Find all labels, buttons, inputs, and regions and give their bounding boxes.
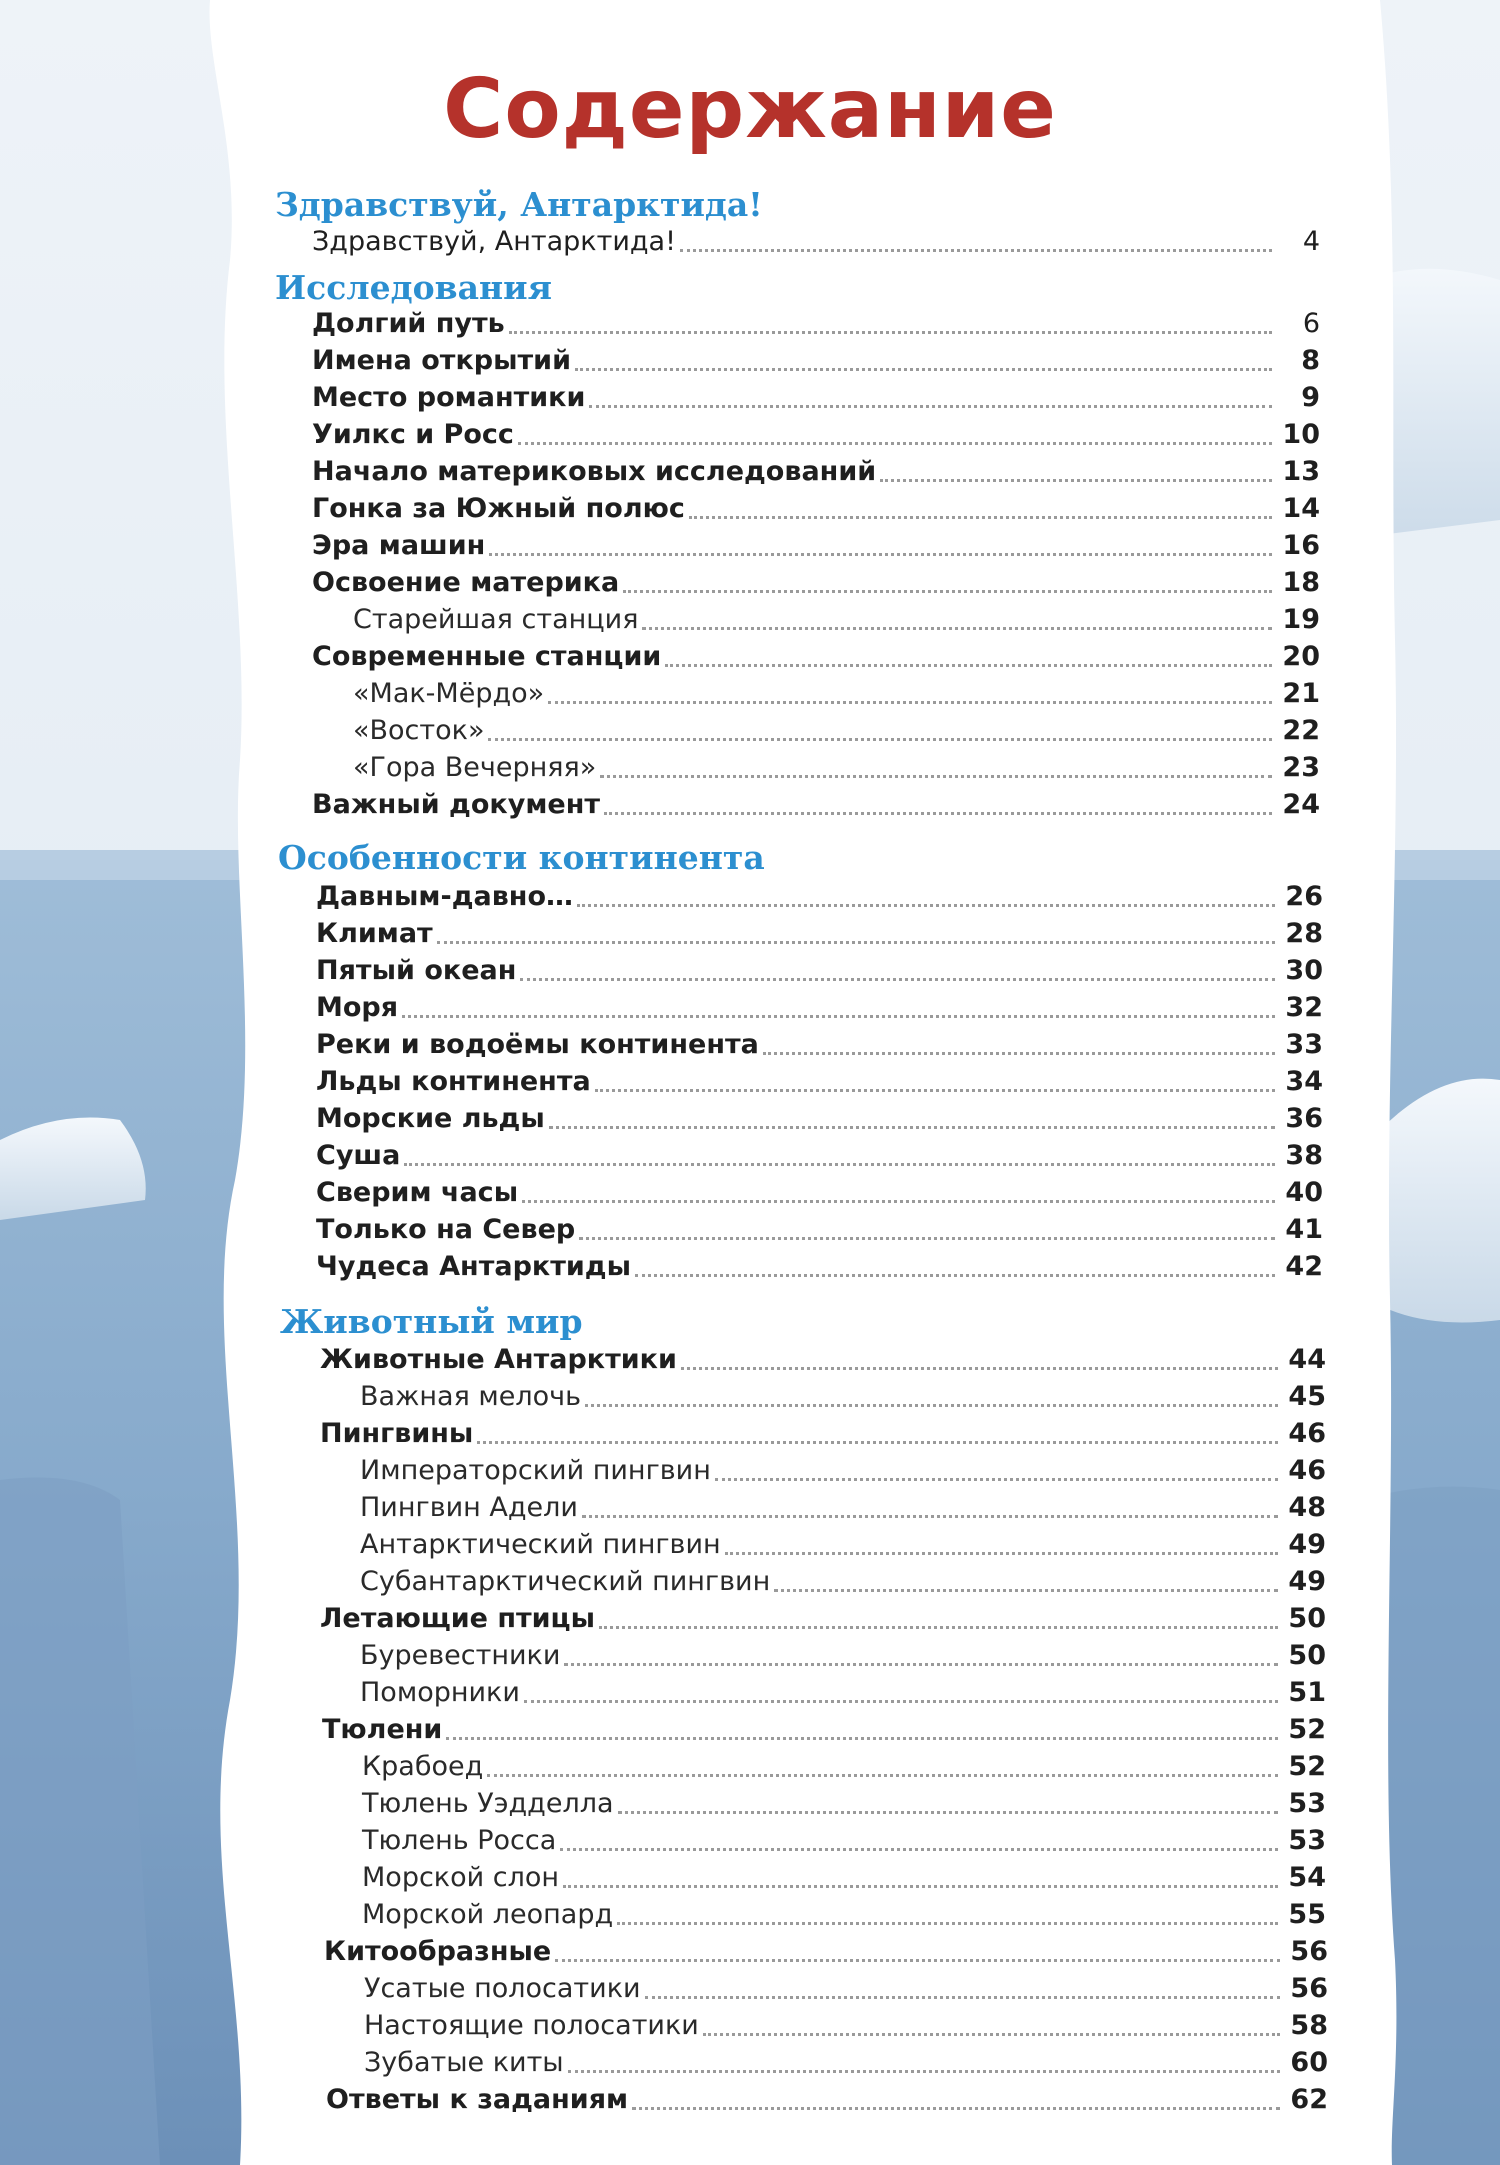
entry-title: Давным-давно… (316, 881, 574, 912)
toc-entry[interactable] (312, 417, 1320, 453)
toc-entry[interactable] (362, 1786, 1326, 1822)
toc-entry[interactable] (316, 1101, 1323, 1137)
entry-title: Место романтики (312, 382, 586, 413)
entry-title: Летающие птицы (320, 1603, 595, 1634)
entry-title: Китообразные (324, 1936, 552, 1967)
entry-title: Тюлень Росса (362, 1825, 557, 1856)
entry-page: 45 (1288, 1381, 1326, 1412)
dot-leader (524, 1700, 1278, 1703)
entry-title: Пингвины (320, 1418, 474, 1449)
toc-entry[interactable] (316, 1249, 1323, 1285)
entry-page: 21 (1282, 678, 1320, 709)
entry-page: 52 (1288, 1751, 1326, 1782)
dot-leader (599, 1626, 1278, 1629)
entry-title: Субантарктический пингвин (360, 1566, 771, 1597)
entry-page: 50 (1288, 1603, 1326, 1634)
entry-page: 13 (1282, 456, 1320, 487)
dot-leader (618, 1811, 1278, 1814)
toc-entry[interactable] (324, 1934, 1328, 1970)
entry-title: Здравствуй, Антарктида! (312, 226, 676, 257)
entry-title: «Мак-Мёрдо» (353, 678, 545, 709)
entry-page: 16 (1282, 530, 1320, 561)
entry-title: Императорский пингвин (360, 1455, 711, 1486)
dot-leader (703, 2033, 1280, 2036)
dot-leader (520, 978, 1275, 981)
dot-leader (563, 1885, 1278, 1888)
entry-title: Эра машин (312, 530, 486, 561)
dot-leader (555, 1959, 1280, 1962)
toc-entry[interactable] (353, 602, 1320, 638)
dot-leader (568, 2070, 1280, 2073)
entry-page: 26 (1285, 881, 1323, 912)
entry-page: 56 (1290, 1973, 1328, 2004)
toc-entry[interactable] (312, 454, 1320, 490)
entry-title: Пятый океан (316, 955, 517, 986)
entry-page: 42 (1285, 1251, 1323, 1282)
toc-entry[interactable] (316, 916, 1323, 952)
entry-title: Уилкс и Росс (312, 419, 514, 450)
entry-title: Долгий путь (312, 308, 505, 339)
dot-leader (522, 1200, 1275, 1203)
section-heading-wildlife: Животный мир (280, 1302, 583, 1341)
entry-page: 22 (1282, 715, 1320, 746)
dot-leader (642, 627, 1272, 630)
toc-entry[interactable] (360, 1490, 1326, 1526)
entry-title: Сверим часы (316, 1177, 519, 1208)
dot-leader (579, 1237, 1275, 1240)
entry-page: 46 (1288, 1418, 1326, 1449)
entry-page: 33 (1285, 1029, 1323, 1060)
entry-title: Имена открытий (312, 345, 572, 376)
toc-entry[interactable] (316, 990, 1323, 1026)
dot-leader (549, 1126, 1275, 1129)
toc-entry[interactable] (312, 787, 1320, 823)
entry-title: Моря (316, 992, 399, 1023)
entry-page: 32 (1285, 992, 1323, 1023)
entry-page: 62 (1290, 2084, 1328, 2115)
entry-title: Современные станции (312, 641, 662, 672)
toc-entry[interactable] (316, 1064, 1323, 1100)
entry-page: 6 (1302, 308, 1320, 339)
entry-title: «Гора Вечерняя» (353, 752, 597, 783)
toc-entry[interactable] (312, 491, 1320, 527)
dot-leader (582, 1515, 1278, 1518)
entry-page: 18 (1282, 567, 1320, 598)
dot-leader (564, 1663, 1278, 1666)
entry-page: 51 (1288, 1677, 1326, 1708)
entry-title: Гонка за Южный полюс (312, 493, 685, 524)
entry-page: 44 (1288, 1344, 1326, 1375)
entry-title: Усатые полосатики (364, 1973, 641, 2004)
page-title: Содержание (443, 62, 1057, 157)
toc-entry[interactable] (316, 1175, 1323, 1211)
entry-page: 38 (1285, 1140, 1323, 1171)
section-heading-continent: Особенности континента (278, 838, 765, 877)
entry-page: 41 (1285, 1214, 1323, 1245)
entry-title: Пингвин Адели (360, 1492, 578, 1523)
dot-leader (585, 1404, 1278, 1407)
entry-title: Зубатые киты (364, 2047, 564, 2078)
toc-entry[interactable] (362, 1749, 1326, 1785)
entry-title: Льды континента (316, 1066, 591, 1097)
section-heading-hello: Здравствуй, Антарктида! (275, 185, 763, 224)
toc-entry[interactable] (312, 380, 1320, 416)
dot-leader (880, 479, 1272, 482)
toc-entry[interactable] (320, 1601, 1326, 1637)
toc-entry[interactable] (364, 2045, 1328, 2081)
dot-leader (604, 812, 1272, 815)
dot-leader (577, 904, 1275, 907)
toc-entry[interactable] (360, 1638, 1326, 1674)
dot-leader (595, 1089, 1275, 1092)
entry-page: 55 (1288, 1899, 1326, 1930)
dot-leader (617, 1922, 1278, 1925)
entry-page: 28 (1285, 918, 1323, 949)
toc-entry[interactable] (316, 879, 1323, 915)
toc-entry[interactable] (316, 1027, 1323, 1063)
toc-entry[interactable] (353, 676, 1320, 712)
toc-entry[interactable] (322, 1712, 1326, 1748)
toc-entry[interactable] (312, 639, 1320, 675)
entry-page: 23 (1282, 752, 1320, 783)
entry-title: Важный документ (312, 789, 601, 820)
entry-page: 48 (1288, 1492, 1326, 1523)
dot-leader (575, 368, 1272, 371)
entry-title: Антарктический пингвин (360, 1529, 721, 1560)
dot-leader (774, 1589, 1278, 1592)
dot-leader (680, 249, 1272, 252)
dot-leader (689, 516, 1272, 519)
entry-title: «Восток» (353, 715, 485, 746)
entry-page: 60 (1290, 2047, 1328, 2078)
toc-entry[interactable] (312, 565, 1320, 601)
entry-page: 20 (1282, 641, 1320, 672)
dot-leader (488, 738, 1272, 741)
entry-page: 54 (1288, 1862, 1326, 1893)
dot-leader (681, 1367, 1278, 1370)
toc-entry[interactable] (360, 1453, 1326, 1489)
entry-page: 19 (1282, 604, 1320, 635)
entry-title: Чудеса Антарктиды (316, 1251, 632, 1282)
toc-entry[interactable] (312, 224, 1320, 260)
dot-leader (665, 664, 1272, 667)
toc-entry[interactable] (360, 1527, 1326, 1563)
entry-page: 50 (1288, 1640, 1326, 1671)
entry-title: Буревестники (360, 1640, 561, 1671)
dot-leader (487, 1774, 1278, 1777)
entry-title: Освоение материка (312, 567, 620, 598)
entry-title: Начало материковых исследований (312, 456, 877, 487)
entry-page: 49 (1288, 1566, 1326, 1597)
entry-page: 56 (1290, 1936, 1328, 1967)
entry-page: 40 (1285, 1177, 1323, 1208)
dot-leader (509, 331, 1272, 334)
entry-title: Ответы к заданиям (326, 2084, 629, 2115)
entry-title: Тюлень Уэдделла (362, 1788, 614, 1819)
toc-entry[interactable] (320, 1342, 1326, 1378)
toc-entry[interactable] (353, 713, 1320, 749)
entry-title: Морской леопард (362, 1899, 614, 1930)
toc-entry[interactable] (362, 1897, 1326, 1933)
dot-leader (763, 1052, 1275, 1055)
dot-leader (623, 590, 1272, 593)
entry-page: 53 (1288, 1825, 1326, 1856)
entry-page: 24 (1282, 789, 1320, 820)
dot-leader (477, 1441, 1278, 1444)
entry-title: Тюлени (322, 1714, 443, 1745)
dot-leader (518, 442, 1272, 445)
entry-page: 49 (1288, 1529, 1326, 1560)
dot-leader (489, 553, 1272, 556)
toc-entry[interactable] (320, 1416, 1326, 1452)
section-heading-research: Исследования (275, 268, 552, 307)
entry-page: 58 (1290, 2010, 1328, 2041)
dot-leader (437, 941, 1275, 944)
toc-entry[interactable] (316, 953, 1323, 989)
toc-entry[interactable] (326, 2082, 1328, 2118)
toc-entry[interactable] (316, 1138, 1323, 1174)
toc-entry[interactable] (312, 343, 1320, 379)
entry-title: Климат (316, 918, 433, 949)
toc-entry[interactable] (362, 1860, 1326, 1896)
entry-title: Настоящие полосатики (364, 2010, 699, 2041)
dot-leader (632, 2107, 1280, 2110)
toc-entry[interactable] (312, 306, 1320, 342)
dot-leader (402, 1015, 1275, 1018)
toc-entry[interactable] (353, 750, 1320, 786)
toc-entry[interactable] (364, 1971, 1328, 2007)
toc-entry[interactable] (360, 1379, 1326, 1415)
entry-page: 4 (1302, 226, 1320, 257)
dot-leader (446, 1737, 1278, 1740)
dot-leader (548, 701, 1272, 704)
entry-page: 53 (1288, 1788, 1326, 1819)
entry-page: 34 (1285, 1066, 1323, 1097)
entry-title: Важная мелочь (360, 1381, 582, 1412)
toc-entry[interactable] (316, 1212, 1323, 1248)
toc-entry[interactable] (364, 2008, 1328, 2044)
dot-leader (589, 405, 1272, 408)
dot-leader (645, 1996, 1280, 1999)
entry-page: 9 (1301, 382, 1320, 413)
toc-entry[interactable] (312, 528, 1320, 564)
entry-title: Старейшая станция (353, 604, 639, 635)
entry-title: Морской слон (362, 1862, 560, 1893)
entry-title: Животные Антарктики (320, 1344, 677, 1375)
entry-title: Только на Север (316, 1214, 576, 1245)
entry-page: 52 (1288, 1714, 1326, 1745)
dot-leader (560, 1848, 1278, 1851)
toc-entry[interactable] (360, 1675, 1326, 1711)
toc-entry[interactable] (360, 1564, 1326, 1600)
entry-page: 30 (1285, 955, 1323, 986)
entry-page: 10 (1282, 419, 1320, 450)
dot-leader (715, 1478, 1278, 1481)
entry-title: Суша (316, 1140, 401, 1171)
entry-page: 14 (1282, 493, 1320, 524)
toc-entry[interactable] (362, 1823, 1326, 1859)
dot-leader (725, 1552, 1278, 1555)
entry-page: 36 (1285, 1103, 1323, 1134)
dot-leader (635, 1274, 1275, 1277)
entry-title: Крабоед (362, 1751, 484, 1782)
entry-title: Морские льды (316, 1103, 545, 1134)
dot-leader (404, 1163, 1275, 1166)
entry-title: Поморники (360, 1677, 520, 1708)
dot-leader (600, 775, 1272, 778)
entry-page: 8 (1301, 345, 1320, 376)
entry-title: Реки и водоёмы континента (316, 1029, 759, 1060)
entry-page: 46 (1288, 1455, 1326, 1486)
